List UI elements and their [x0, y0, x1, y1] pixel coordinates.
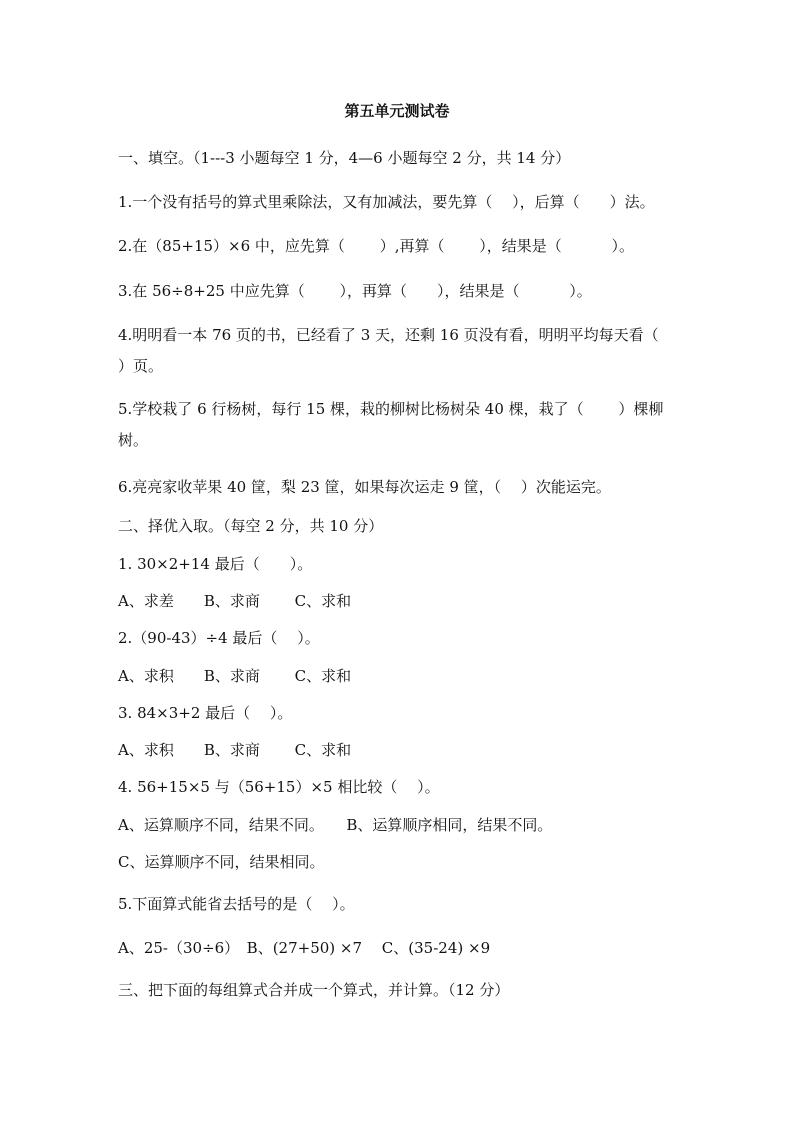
- question-2-1-options: A、求差 B、求商 C、求和: [118, 592, 352, 610]
- question-2-3: 3. 84×3+2 最后（ ）。: [118, 704, 293, 722]
- page-title: 第五单元测试卷: [344, 102, 450, 120]
- question-1-3: 3.在 56÷8+25 中应先算（ ），再算（ ），结果是（ ）。: [118, 282, 592, 300]
- section-2-heading: 二、择优入取。（每空 2 分，共 10 分）: [118, 517, 384, 535]
- question-2-2: 2.（90-43）÷4 最后（ ）。: [118, 629, 320, 647]
- section-1-heading: 一、填空。（1---3 小题每空 1 分，4—6 小题每空 2 分，共 14 分）: [118, 149, 571, 167]
- question-2-3-options: A、求积 B、求商 C、求和: [118, 741, 352, 759]
- question-2-2-options: A、求积 B、求商 C、求和: [118, 667, 352, 685]
- question-1-2: 2.在（85+15）×6 中，应先算（ ）,再算（ ），结果是（ ）。: [118, 237, 635, 255]
- question-2-1: 1. 30×2+14 最后（ ）。: [118, 555, 313, 573]
- question-2-4-options-line-2: C、运算顺序不同，结果相同。: [118, 853, 325, 871]
- question-1-1: 1.一个没有括号的算式里乘除法，又有加减法，要先算（ ），后算（ ）法。: [118, 193, 655, 211]
- section-3-heading: 三、把下面的每组算式合并成一个算式，并计算。（12 分）: [118, 981, 510, 999]
- question-2-4: 4. 56+15×5 与（56+15）×5 相比较（ ）。: [118, 778, 440, 796]
- question-1-6: 6.亮亮家收苹果 40 筐，梨 23 筐，如果每次运走 9 筐，（ ）次能运完。: [118, 478, 611, 496]
- question-2-5-options: A、25-（30÷6） B、(27+50) ×7 C、(35-24) ×9: [118, 939, 491, 957]
- question-2-5: 5.下面算式能省去括号的是（ ）。: [118, 895, 355, 913]
- question-2-4-options-line-1: A、运算顺序不同，结果不同。 B、运算顺序相同，结果不同。: [118, 816, 553, 834]
- question-1-4: 4.明明看一本 76 页的书，已经看了 3 天，还剩 16 页没有看，明明平均每天看（ ）页。: [118, 326, 694, 375]
- question-1-5: 5.学校栽了 6 行杨树，每行 15 棵，栽的柳树比杨树朵 40 棵，栽了（ ）棵柳树。: [118, 400, 664, 449]
